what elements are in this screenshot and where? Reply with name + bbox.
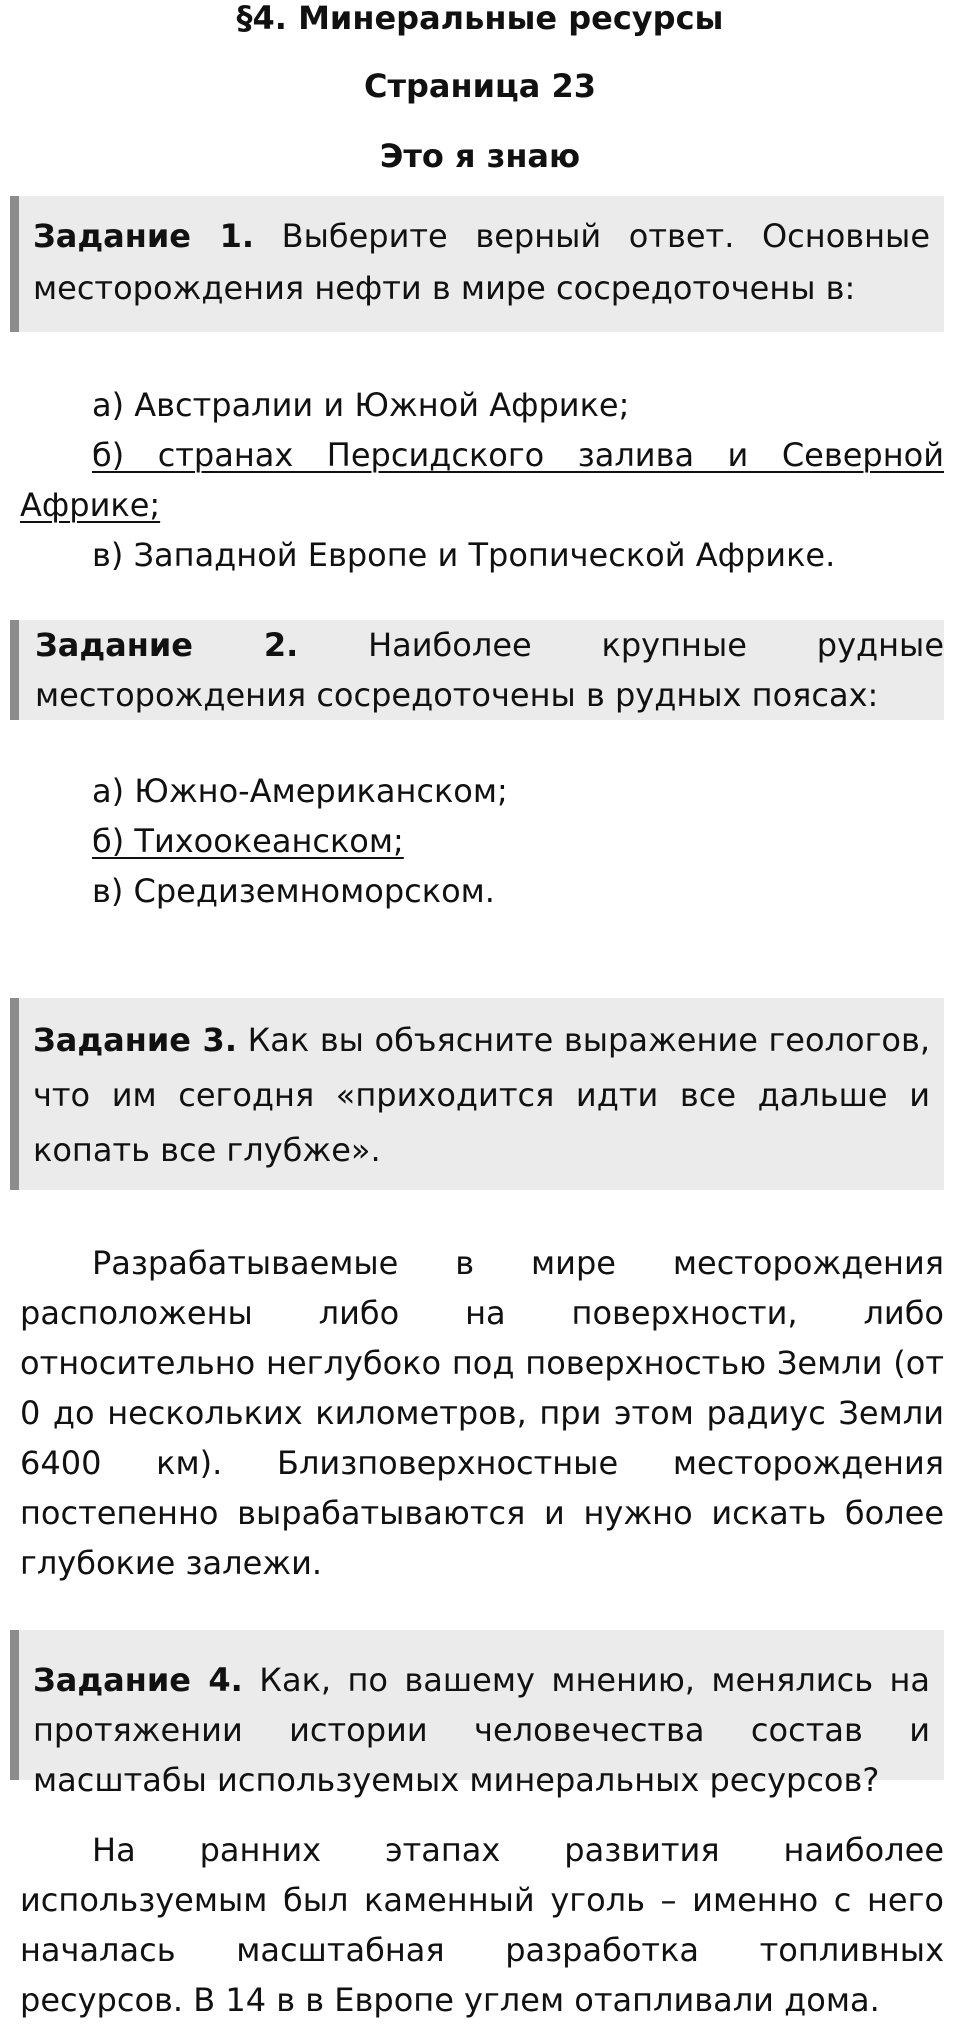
task-2-text — [35, 620, 944, 720]
task-1-question: Выберите верный ответ. Основные месторождения нефти в мире сосредоточены в: — [33, 217, 931, 307]
task-4-question: Как, по вашему мнению, менялись на протяжении истории человечества состав и масштабы используемых минеральных ресурсов? — [33, 1661, 930, 1799]
task-2-label: Задание 2. — [35, 626, 299, 664]
task-2-box — [10, 620, 944, 720]
task-4-box — [10, 1630, 944, 1799]
task-4-label: Задание 4. — [33, 1661, 243, 1699]
task-2-option-b-correct: б) Тихоокеанском; — [92, 822, 404, 860]
task-1-box — [10, 196, 944, 332]
task-2-option-a: а) Южно-Американском; — [92, 772, 508, 810]
task-2-question: Наиболее крупные рудные месторождения сосредоточены в рудных поясах: — [35, 626, 944, 714]
task-3-answer: Разрабатываемые в мире месторождения расположены либо на поверхности, либо относительно неглубоко под поверхностью Земли (от 0 до нескольких километров, при этом радиус Земли 6400 км). Близповерхностные месторождения постепенно вырабатываются и нужно искать более глубокие залежи. — [20, 1244, 944, 1582]
subsection-title: Это я знаю — [379, 137, 581, 175]
task-1-option-c: в) Западной Европе и Тропической Африке. — [92, 536, 836, 574]
section-title: §4. Минеральные ресурсы — [236, 0, 724, 37]
task-3-box — [10, 998, 944, 1190]
task-1-text — [33, 210, 930, 314]
task-1-options — [20, 380, 944, 580]
task-3-label: Задание 3. — [33, 1021, 237, 1059]
task-1-label: Задание 1. — [33, 217, 255, 255]
task-4-text — [33, 1655, 930, 1805]
task-2-options — [20, 766, 944, 916]
task-1-option-a: а) Австралии и Южной Африке; — [92, 386, 630, 424]
task-4-answer: На ранних этапах развития наиболее используемым был каменный уголь – именно с него началась масштабная разработка топливных ресурсов. В 14 в в Европе углем отапливали дома. — [20, 1831, 944, 2019]
task-1-option-b-correct: б) странах Персидского залива и Северной Африке; — [20, 436, 944, 524]
task-3-text — [33, 1013, 930, 1178]
page-label: Страница 23 — [363, 67, 597, 105]
task-3-question: Как вы объясните выражение геологов, что им сегодня «приходится идти все дальше и копать все глубже». — [33, 1021, 931, 1169]
task-2-option-c: в) Средиземноморском. — [92, 872, 495, 910]
